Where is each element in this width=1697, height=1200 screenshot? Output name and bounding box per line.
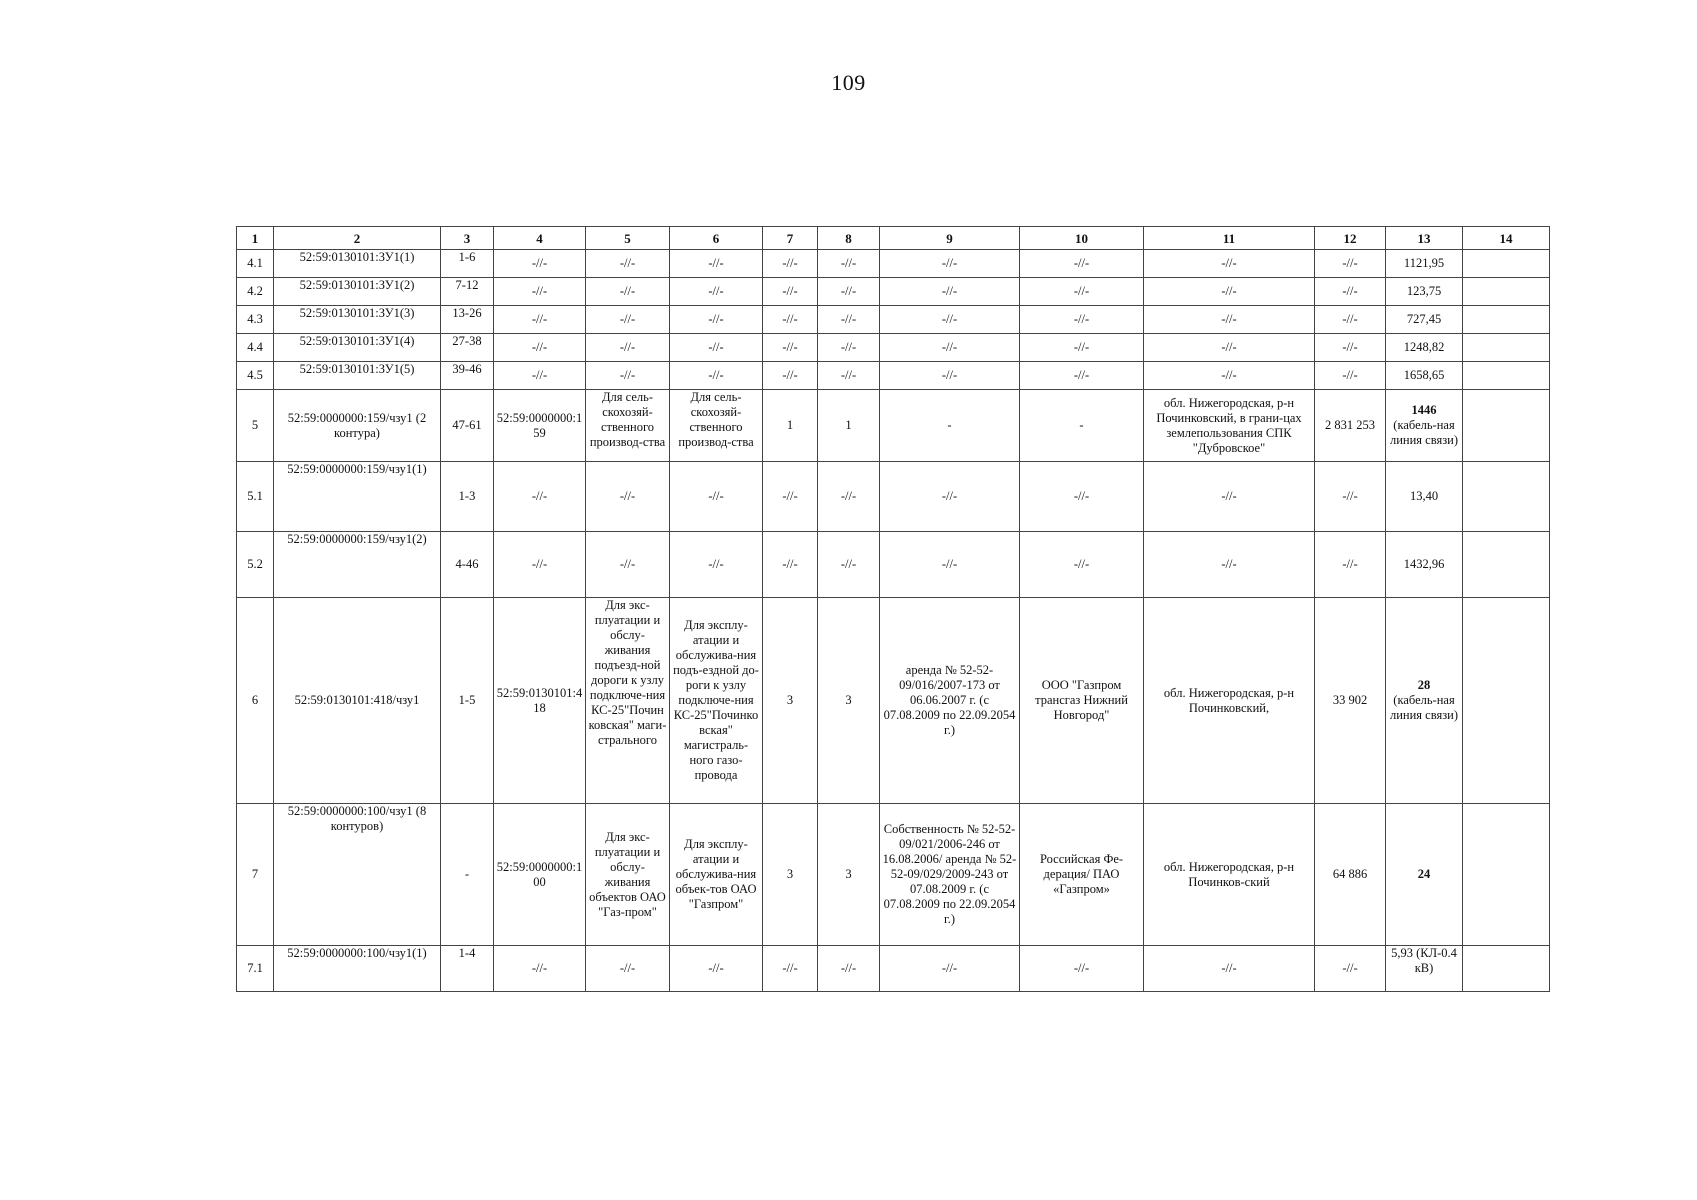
cell-col-4: -//-	[494, 334, 586, 362]
cell-col-9: -//-	[880, 946, 1020, 992]
cell-col-3: 1-5	[441, 598, 494, 804]
cell-col-13: 1121,95	[1386, 250, 1463, 278]
column-header-12: 12	[1315, 227, 1386, 250]
cell-col-1: 5.1	[237, 462, 274, 532]
cell-col-4: -//-	[494, 946, 586, 992]
cell-col-2: 52:59:0130101:ЗУ1(5)	[274, 362, 441, 390]
cell-col-13: 5,93 (КЛ-0.4 кВ)	[1386, 946, 1463, 992]
cell-col-2: 52:59:0130101:ЗУ1(1)	[274, 250, 441, 278]
cell-col-8: -//-	[818, 306, 880, 334]
table-row	[237, 462, 1550, 532]
table-row	[237, 946, 1550, 992]
table-row	[237, 278, 1550, 306]
table-row	[237, 362, 1550, 390]
cell-col-3: 27-38	[441, 334, 494, 362]
cell-col-8: -//-	[818, 334, 880, 362]
area-value: 1446	[1411, 403, 1437, 417]
cell-col-10: -//-	[1020, 306, 1144, 334]
cell-col-4: -//-	[494, 306, 586, 334]
cell-col-8: 3	[818, 598, 880, 804]
cell-col-13	[1386, 390, 1463, 462]
cell-col-5: Для экс-плуатации и обслу-живания объектов ОАО "Газ-пром"	[586, 804, 670, 946]
cell-col-12: -//-	[1315, 462, 1386, 532]
cell-col-5: -//-	[586, 946, 670, 992]
cell-col-5: -//-	[586, 306, 670, 334]
cell-col-9: -//-	[880, 278, 1020, 306]
cell-col-10: -//-	[1020, 946, 1144, 992]
cell-col-9: -//-	[880, 362, 1020, 390]
cell-col-7: -//-	[763, 532, 818, 598]
cell-col-13: 123,75	[1386, 278, 1463, 306]
cell-col-6: Для эксплу-атации и обслужива-ния объек-тов ОАО "Газпром"	[670, 804, 763, 946]
cell-col-11: обл. Нижегородская, р-н Починковский, в грани-цах землепользования СПК "Дубровское"	[1144, 390, 1315, 462]
cell-col-10: -//-	[1020, 362, 1144, 390]
cell-col-12: 64 886	[1315, 804, 1386, 946]
cell-col-10: -	[1020, 390, 1144, 462]
cell-col-6: -//-	[670, 946, 763, 992]
cell-col-5: -//-	[586, 462, 670, 532]
column-header-8: 8	[818, 227, 880, 250]
cell-col-8: 1	[818, 390, 880, 462]
cell-col-7: 3	[763, 598, 818, 804]
cell-col-11: обл. Нижегородская, р-н Починковский,	[1144, 598, 1315, 804]
cell-col-4: 52:59:0000000:100	[494, 804, 586, 946]
cell-col-14	[1463, 804, 1550, 946]
cell-col-4: 52:59:0130101:418	[494, 598, 586, 804]
cell-col-9: -//-	[880, 532, 1020, 598]
cell-col-9: аренда № 52-52-09/016/2007-173 от 06.06.2007 г. (с 07.08.2009 по 22.09.2054 г.)	[880, 598, 1020, 804]
cell-col-6: -//-	[670, 250, 763, 278]
cell-col-9: Собственность № 52-52-09/021/2006-246 от 16.08.2006/ аренда № 52-52-09/029/2009-243 от 07.08.2009 г. (с 07.08.2009 по 22.09.2054 г.)	[880, 804, 1020, 946]
table-row	[237, 804, 1550, 946]
cell-col-12: -//-	[1315, 946, 1386, 992]
cell-col-8: -//-	[818, 946, 880, 992]
cell-col-10: -//-	[1020, 532, 1144, 598]
cell-col-10: -//-	[1020, 278, 1144, 306]
land-plot-table	[236, 226, 1550, 992]
cell-col-7: -//-	[763, 462, 818, 532]
cell-col-14	[1463, 390, 1550, 462]
cell-col-6: -//-	[670, 362, 763, 390]
cell-col-1: 4.5	[237, 362, 274, 390]
cell-col-2: 52:59:0000000:100/чзу1 (8 контуров)	[274, 804, 441, 946]
cell-col-14	[1463, 250, 1550, 278]
cell-col-8: -//-	[818, 462, 880, 532]
cell-col-11: -//-	[1144, 532, 1315, 598]
cell-col-14	[1463, 278, 1550, 306]
cell-col-2: 52:59:0130101:ЗУ1(3)	[274, 306, 441, 334]
cell-col-1: 5.2	[237, 532, 274, 598]
cell-col-14	[1463, 532, 1550, 598]
table-row	[237, 390, 1550, 462]
cell-col-6: Для эксплу-атации и обслужива-ния подъ-ездной до-роги к узлу подключе-ния КС-25"Починко вская" магистраль-ного газо-провода	[670, 598, 763, 804]
cell-col-12: 2 831 253	[1315, 390, 1386, 462]
cell-col-4: -//-	[494, 250, 586, 278]
table-row	[237, 334, 1550, 362]
cell-col-4: -//-	[494, 532, 586, 598]
cell-col-2: 52:59:0000000:159/чзу1(2)	[274, 532, 441, 598]
cell-col-9: -	[880, 390, 1020, 462]
table-row	[237, 306, 1550, 334]
cell-col-11: -//-	[1144, 362, 1315, 390]
cell-col-7: -//-	[763, 306, 818, 334]
cell-col-13	[1386, 598, 1463, 804]
cell-col-3: 1-3	[441, 462, 494, 532]
cell-col-6: -//-	[670, 334, 763, 362]
cell-col-9: -//-	[880, 462, 1020, 532]
cell-col-5	[586, 598, 670, 804]
cell-col-12: -//-	[1315, 362, 1386, 390]
cell-col-3: 4-46	[441, 532, 494, 598]
cell-col-10: -//-	[1020, 334, 1144, 362]
column-header-14: 14	[1463, 227, 1550, 250]
cell-col-14	[1463, 362, 1550, 390]
cell-col-8: 3	[818, 804, 880, 946]
cell-col-3: 47-61	[441, 390, 494, 462]
cell-col-7: -//-	[763, 334, 818, 362]
cell-col-7: -//-	[763, 250, 818, 278]
cell-col-5: -//-	[586, 278, 670, 306]
cell-col-10: ООО "Газпром трансгаз Нижний Новгород"	[1020, 598, 1144, 804]
cell-col-6: -//-	[670, 306, 763, 334]
cell-col-3: 13-26	[441, 306, 494, 334]
cell-col-10: -//-	[1020, 250, 1144, 278]
cell-text: Для сель-скохозяй-ственного производ-ства	[678, 390, 754, 449]
cell-col-8: -//-	[818, 250, 880, 278]
cell-col-7: -//-	[763, 946, 818, 992]
cell-col-1: 4.4	[237, 334, 274, 362]
cell-col-8: -//-	[818, 532, 880, 598]
column-header-2: 2	[274, 227, 441, 250]
cell-col-11: -//-	[1144, 946, 1315, 992]
cell-col-4: -//-	[494, 362, 586, 390]
cell-col-2: 52:59:0130101:ЗУ1(4)	[274, 334, 441, 362]
cell-col-1: 7	[237, 804, 274, 946]
cell-col-2: 52:59:0000000:159/чзу1(1)	[274, 462, 441, 532]
cell-col-7: -//-	[763, 278, 818, 306]
cell-col-4: -//-	[494, 278, 586, 306]
cell-col-12: 33 902	[1315, 598, 1386, 804]
cell-col-5: -//-	[586, 532, 670, 598]
cell-col-10: -//-	[1020, 462, 1144, 532]
column-header-11: 11	[1144, 227, 1315, 250]
cell-col-1: 4.1	[237, 250, 274, 278]
cell-col-7: -//-	[763, 362, 818, 390]
cell-col-11: -//-	[1144, 334, 1315, 362]
cell-col-14	[1463, 946, 1550, 992]
column-header-10: 10	[1020, 227, 1144, 250]
column-header-6: 6	[670, 227, 763, 250]
cell-col-12: -//-	[1315, 532, 1386, 598]
area-value: 28	[1417, 678, 1431, 692]
cell-col-14	[1463, 598, 1550, 804]
cell-col-14	[1463, 462, 1550, 532]
cell-col-5	[586, 390, 670, 462]
cell-col-6: -//-	[670, 532, 763, 598]
cell-col-7: 3	[763, 804, 818, 946]
cell-col-13: 1658,65	[1386, 362, 1463, 390]
cell-col-1: 4.2	[237, 278, 274, 306]
cell-col-13: 13,40	[1386, 462, 1463, 532]
cell-col-3: 39-46	[441, 362, 494, 390]
column-header-13: 13	[1386, 227, 1463, 250]
table-row	[237, 598, 1550, 804]
cell-col-13: 727,45	[1386, 306, 1463, 334]
cell-col-1: 5	[237, 390, 274, 462]
cell-col-11: -//-	[1144, 250, 1315, 278]
header-row	[237, 227, 1550, 250]
column-header-7: 7	[763, 227, 818, 250]
cell-col-6: -//-	[670, 462, 763, 532]
table-row	[237, 532, 1550, 598]
cell-col-14	[1463, 334, 1550, 362]
column-header-4: 4	[494, 227, 586, 250]
cell-col-3: 1-6	[441, 250, 494, 278]
cell-col-4: -//-	[494, 462, 586, 532]
cell-col-5: -//-	[586, 362, 670, 390]
cell-col-2: 52:59:0130101:ЗУ1(2)	[274, 278, 441, 306]
cell-col-2: 52:59:0130101:418/чзу1	[274, 598, 441, 804]
cell-col-14	[1463, 306, 1550, 334]
cell-col-6	[670, 390, 763, 462]
cell-col-9: -//-	[880, 306, 1020, 334]
cell-col-1: 6	[237, 598, 274, 804]
column-header-9: 9	[880, 227, 1020, 250]
cell-col-5: -//-	[586, 250, 670, 278]
cell-col-13: 1432,96	[1386, 532, 1463, 598]
column-header-1: 1	[237, 227, 274, 250]
cell-col-1: 4.3	[237, 306, 274, 334]
cell-col-1: 7.1	[237, 946, 274, 992]
area-note: (кабель-ная линия связи)	[1389, 693, 1458, 722]
cell-col-8: -//-	[818, 362, 880, 390]
column-header-3: 3	[441, 227, 494, 250]
area-note: (кабель-ная линия связи)	[1389, 418, 1458, 447]
cell-col-9: -//-	[880, 250, 1020, 278]
cell-col-11: -//-	[1144, 278, 1315, 306]
cell-col-2: 52:59:0000000:100/чзу1(1)	[274, 946, 441, 992]
cell-col-11: -//-	[1144, 462, 1315, 532]
cell-col-13: 1248,82	[1386, 334, 1463, 362]
cell-col-6: -//-	[670, 278, 763, 306]
cell-col-11: обл. Нижегородская, р-н Починков-ский	[1144, 804, 1315, 946]
cell-col-8: -//-	[818, 278, 880, 306]
table-row	[237, 250, 1550, 278]
column-header-5: 5	[586, 227, 670, 250]
cell-col-10: Российская Фе-дерация/ ПАО «Газпром»	[1020, 804, 1144, 946]
cell-col-12: -//-	[1315, 250, 1386, 278]
cell-col-4: 52:59:0000000:159	[494, 390, 586, 462]
cell-col-3: 1-4	[441, 946, 494, 992]
cell-col-5: -//-	[586, 334, 670, 362]
cell-text: Для сель-скохозяй-ственного производ-ства	[589, 390, 666, 449]
cell-col-12: -//-	[1315, 278, 1386, 306]
cell-col-12: -//-	[1315, 306, 1386, 334]
cell-col-3: 7-12	[441, 278, 494, 306]
cell-col-7: 1	[763, 390, 818, 462]
cell-col-9: -//-	[880, 334, 1020, 362]
cell-text: Для экс-плуатации и обслу-живания подъезд-ной дороги к узлу подключе-ния КС-25"Почин ковская" маги-стрального	[588, 598, 667, 747]
page-number: 109	[831, 70, 866, 95]
cell-col-2: 52:59:0000000:159/чзу1 (2 контура)	[274, 390, 441, 462]
cell-col-12: -//-	[1315, 334, 1386, 362]
cell-col-11: -//-	[1144, 306, 1315, 334]
cell-col-3: -	[441, 804, 494, 946]
cell-col-13: 24	[1386, 804, 1463, 946]
